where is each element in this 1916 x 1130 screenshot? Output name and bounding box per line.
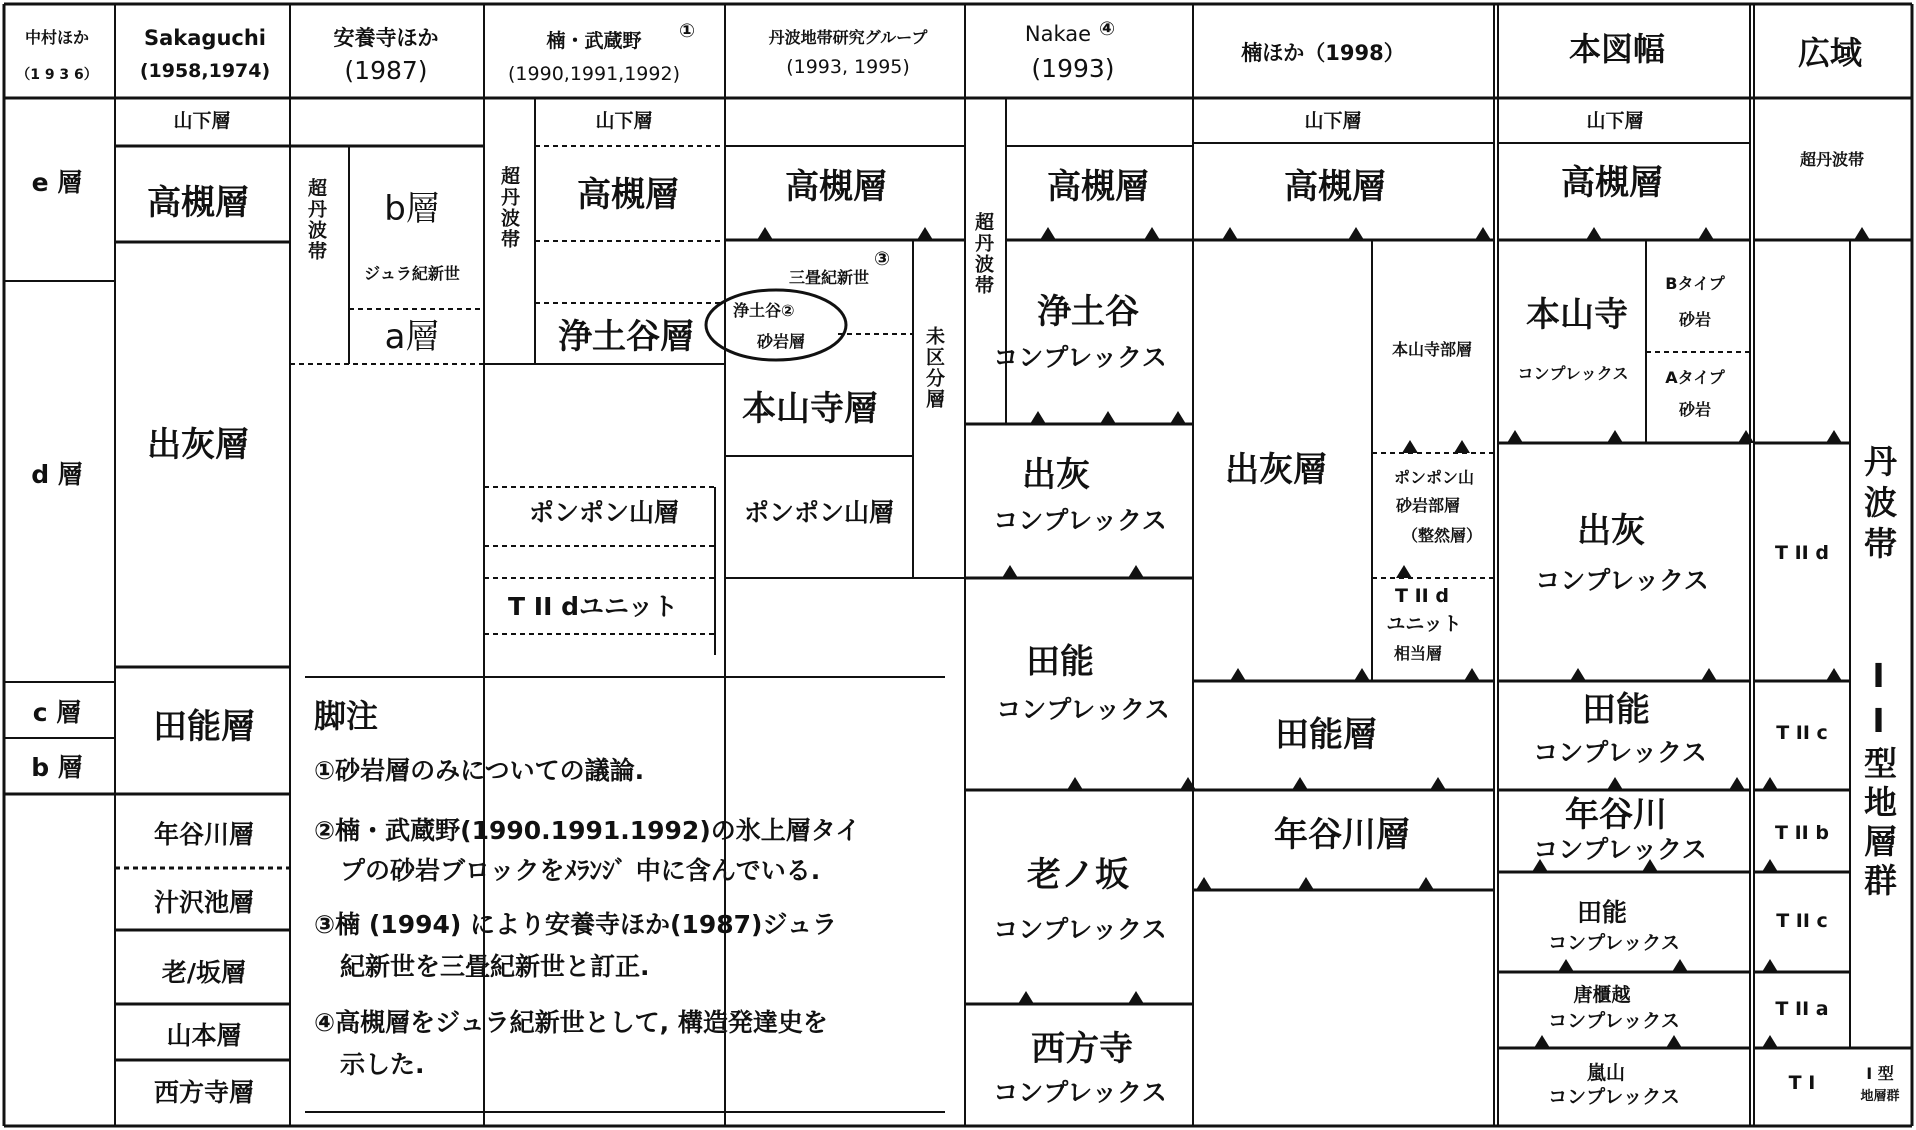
header-nakamura: 中村ほか bbox=[24, 28, 90, 47]
thrust-triangle bbox=[1826, 668, 1842, 681]
col6-jodotani: 浄土谷 bbox=[1037, 292, 1139, 332]
thrust-triangle bbox=[1196, 877, 1212, 890]
footnote-4a: ④高槻層をジュラ紀新世として, 構造発達史を bbox=[314, 1008, 828, 1037]
col6-dejima-complex: コンプレックス bbox=[993, 506, 1167, 535]
col8-honzanji: 本山寺 bbox=[1526, 295, 1628, 335]
footnote-3a: ③楠 (1994) により安養寺ほか(1987)ジュラ bbox=[314, 910, 837, 939]
col9-t1: T I bbox=[1788, 1072, 1816, 1094]
header-this-sheet: 本図幅 bbox=[1568, 30, 1666, 68]
col8-atype: Aタイプ bbox=[1665, 368, 1725, 387]
thrust-triangle bbox=[1144, 227, 1160, 240]
header-sakaguchi: Sakaguchi bbox=[143, 26, 267, 50]
thrust-triangle bbox=[1464, 668, 1480, 681]
col4-yamashita: 山下層 bbox=[595, 110, 653, 132]
thrust-triangle bbox=[757, 227, 773, 240]
header-anyoji-year: (1987) bbox=[344, 56, 428, 85]
header-nakae-year: (1993) bbox=[1031, 54, 1115, 83]
col9-tambatai: 丹波帯 bbox=[1859, 444, 1898, 567]
thrust-triangle bbox=[1854, 227, 1870, 240]
col2-dejima: 出灰層 bbox=[147, 425, 249, 465]
thrust-triangle bbox=[1507, 430, 1523, 443]
thrust-triangle bbox=[1100, 411, 1116, 424]
thrust-triangle bbox=[1030, 411, 1046, 424]
col7-t2d-3: 相当層 bbox=[1393, 644, 1443, 663]
col1-b-layer: b 層 bbox=[31, 753, 83, 782]
col9-chotamba: 超丹波帯 bbox=[1799, 150, 1865, 169]
col9-t2a: T II a bbox=[1775, 998, 1829, 1020]
thrust-triangle bbox=[1666, 1035, 1682, 1048]
col3-chotamba: 超丹波帯 bbox=[305, 178, 327, 262]
col8-toshitanigawa-complex: コンプレックス bbox=[1533, 835, 1707, 864]
col7-ponpon-3: （整然層） bbox=[1401, 526, 1483, 545]
col5-ponpon: ポンポン山層 bbox=[743, 498, 895, 527]
col2-oinosaka: 老/坂層 bbox=[161, 958, 247, 987]
col2-takatsuki: 高槻層 bbox=[147, 183, 249, 223]
thrust-triangle bbox=[1018, 991, 1034, 1004]
thrust-triangle bbox=[1348, 227, 1364, 240]
col9-t2c: T II c bbox=[1776, 722, 1828, 744]
col6-tano: 田能 bbox=[1026, 642, 1094, 682]
col7-yamashita: 山下層 bbox=[1304, 110, 1362, 132]
col7-dejima: 出灰層 bbox=[1225, 450, 1327, 490]
col4-jodotani: 浄土谷層 bbox=[558, 317, 694, 357]
thrust-triangle bbox=[1698, 227, 1714, 240]
col1-d-layer: d 層 bbox=[31, 460, 83, 489]
thrust-triangle bbox=[1762, 959, 1778, 972]
col1-c-layer: c 層 bbox=[32, 698, 82, 727]
thrust-triangle bbox=[1475, 227, 1491, 240]
col8-tano: 田能 bbox=[1582, 690, 1650, 730]
col7-t2d-1: T II d bbox=[1395, 585, 1449, 607]
col8-karatogoe: 唐櫃越 bbox=[1573, 984, 1631, 1006]
thrust-triangle bbox=[1222, 227, 1238, 240]
col6-oinosaka: 老ノ坂 bbox=[1027, 855, 1129, 895]
col8-dejima: 出灰 bbox=[1577, 511, 1645, 551]
thrust-triangle bbox=[1570, 668, 1586, 681]
col6-saihoji: 西方寺 bbox=[1031, 1029, 1133, 1069]
col2-toshitanigawa: 年谷川層 bbox=[153, 820, 255, 849]
thrust-triangle bbox=[1701, 668, 1717, 681]
thrust-triangle bbox=[1292, 777, 1308, 790]
thrust-triangle bbox=[1738, 430, 1754, 443]
col7-toshitanigawa: 年谷川層 bbox=[1274, 815, 1410, 855]
thrust-triangle bbox=[1534, 1035, 1550, 1048]
col6-jodotani-complex: コンプレックス bbox=[993, 343, 1167, 372]
thrust-triangle bbox=[1729, 777, 1745, 790]
col9-t2d: T II d bbox=[1775, 542, 1829, 564]
header-anyoji: 安養寺ほか bbox=[333, 26, 439, 50]
thrust-triangle bbox=[1762, 1035, 1778, 1048]
col3-a-layer: a層 bbox=[384, 317, 440, 357]
thrust-triangle bbox=[1418, 877, 1434, 890]
header-sakaguchi-year: (1958,1974) bbox=[139, 60, 271, 82]
header-kusunoki: 楠・武蔵野 bbox=[546, 30, 642, 52]
col2-saihoji: 西方寺層 bbox=[153, 1078, 255, 1107]
footnote-1: ①砂岩層のみについての議論. bbox=[314, 756, 645, 785]
header-nakae: Nakae bbox=[1024, 22, 1092, 46]
col3-jurassic: ジュラ紀新世 bbox=[364, 264, 460, 283]
footnote-title: 脚注 bbox=[314, 697, 379, 735]
thrust-triangle bbox=[1002, 565, 1018, 578]
col6-tano-complex: コンプレックス bbox=[996, 695, 1170, 724]
thrust-triangle bbox=[917, 227, 933, 240]
col8-tano-complex: コンプレックス bbox=[1533, 738, 1707, 767]
col8-karatogoe-complex: コンプレックス bbox=[1548, 1010, 1680, 1032]
col2-yamamoto: 山本層 bbox=[166, 1021, 242, 1050]
header-kusunoki-year: (1990,1991,1992) bbox=[508, 63, 680, 85]
col8-yamashita: 山下層 bbox=[1586, 110, 1644, 132]
thrust-triangle bbox=[1040, 227, 1056, 240]
thrust-triangle bbox=[1067, 777, 1083, 790]
col7-ponpon-1: ポンポン山 bbox=[1393, 468, 1475, 487]
col4-takatsuki: 高槻層 bbox=[577, 175, 679, 215]
col4-ponpon: ポンポン山層 bbox=[528, 498, 680, 527]
header-nakae-mark: ④ bbox=[1099, 18, 1116, 40]
col8-takatsuki: 高槻層 bbox=[1561, 163, 1663, 203]
col8-arashiyama-complex: コンプレックス bbox=[1548, 1086, 1680, 1108]
col9-t2c-2: T II c bbox=[1776, 910, 1828, 932]
thrust-triangle bbox=[1170, 411, 1186, 424]
col8-btype: Bタイプ bbox=[1665, 274, 1725, 293]
col6-saihoji-complex: コンプレックス bbox=[993, 1078, 1167, 1107]
col5-triassic-mark: ③ bbox=[874, 248, 891, 270]
thrust-triangle bbox=[1354, 668, 1370, 681]
col9-t2b: T II b bbox=[1775, 822, 1829, 844]
header-tamba-group: 丹波地帯研究グループ bbox=[768, 28, 928, 47]
col7-tano: 田能層 bbox=[1275, 715, 1377, 755]
col8-tano2: 田能 bbox=[1576, 898, 1628, 927]
col5-takatsuki: 高槻層 bbox=[785, 167, 887, 207]
col5-sandstone: 砂岩層 bbox=[757, 332, 806, 351]
col2-shibusawaike: 汁沢池層 bbox=[153, 888, 255, 917]
col8-btype-sandstone: 砂岩 bbox=[1678, 310, 1712, 329]
thrust-triangle bbox=[1402, 440, 1418, 453]
col7-ponpon-2: 砂岩部層 bbox=[1395, 496, 1461, 515]
header-tamba-group-year: (1993, 1995) bbox=[786, 56, 910, 78]
col8-toshitanigawa: 年谷川 bbox=[1565, 795, 1667, 835]
col6-oinosaka-complex: コンプレックス bbox=[993, 915, 1167, 944]
thrust-triangle bbox=[1128, 991, 1144, 1004]
thrust-triangle bbox=[1298, 877, 1314, 890]
col6-dejima: 出灰 bbox=[1022, 455, 1090, 495]
thrust-triangle bbox=[1672, 959, 1688, 972]
col9-group1-a: I 型 bbox=[1866, 1064, 1894, 1083]
thrust-triangle bbox=[1396, 565, 1412, 578]
col7-t2d-2: ユニット bbox=[1386, 613, 1462, 635]
col3-b-layer: b層 bbox=[384, 189, 440, 229]
col8-atype-sandstone: 砂岩 bbox=[1678, 400, 1712, 419]
thrust-triangle bbox=[1826, 430, 1842, 443]
thrust-triangle bbox=[1454, 440, 1470, 453]
col7-honzanji-bu: 本山寺部層 bbox=[1391, 340, 1473, 359]
thrust-triangle bbox=[1762, 859, 1778, 872]
thrust-triangle bbox=[1230, 668, 1246, 681]
footnote-2a: ②楠・武蔵野(1990.1991.1992)の氷上層タイ bbox=[314, 816, 861, 845]
header-kusunoki-mark: ① bbox=[679, 20, 696, 42]
footnote-2b: プの砂岩ブロックをﾒﾗﾝｼﾞ 中に含んでいる. bbox=[340, 856, 821, 885]
col6-chotamba: 超丹波帯 bbox=[972, 212, 994, 296]
col9-group2: II型地層群 bbox=[1859, 656, 1898, 902]
col8-honzanji-complex: コンプレックス bbox=[1517, 364, 1629, 383]
thrust-triangle bbox=[1762, 777, 1778, 790]
header-nakamura-year: （1 9 3 6） bbox=[16, 67, 98, 83]
col9-group1-b: 地層群 bbox=[1860, 1089, 1900, 1104]
col8-arashiyama: 嵐山 bbox=[1586, 1062, 1626, 1084]
col2-yamashita: 山下層 bbox=[173, 110, 231, 132]
col8-dejima-complex: コンプレックス bbox=[1535, 566, 1709, 595]
col7-takatsuki: 高槻層 bbox=[1284, 167, 1386, 207]
col4-chotamba: 超丹波帯 bbox=[498, 166, 520, 250]
col5-jodotani-sand: 浄土谷② bbox=[733, 301, 795, 320]
header-regional: 広域 bbox=[1797, 34, 1863, 72]
footnote-3b: 紀新世を三畳紀新世と訂正. bbox=[340, 952, 650, 981]
col5-honzanji: 本山寺層 bbox=[742, 389, 878, 429]
col5-triassic: 三畳紀新世 bbox=[788, 268, 870, 287]
col6-takatsuki: 高槻層 bbox=[1047, 167, 1149, 207]
footnote-4b: 示した. bbox=[340, 1050, 425, 1079]
col5-mikubun: 未区分層 bbox=[923, 326, 945, 410]
header-kusunoki-1998: 楠ほか（1998） bbox=[1241, 41, 1405, 65]
col4-t2d: T II dユニット bbox=[508, 592, 678, 621]
col8-tano2-complex: コンプレックス bbox=[1548, 932, 1680, 954]
thrust-triangle bbox=[1128, 565, 1144, 578]
col2-tano: 田能層 bbox=[153, 707, 255, 747]
thrust-triangle bbox=[1607, 777, 1623, 790]
col1-e-layer: e 層 bbox=[31, 168, 83, 197]
thrust-triangle bbox=[1558, 959, 1574, 972]
thrust-triangle bbox=[1586, 227, 1602, 240]
thrust-triangle bbox=[1430, 777, 1446, 790]
thrust-triangle bbox=[1607, 430, 1623, 443]
